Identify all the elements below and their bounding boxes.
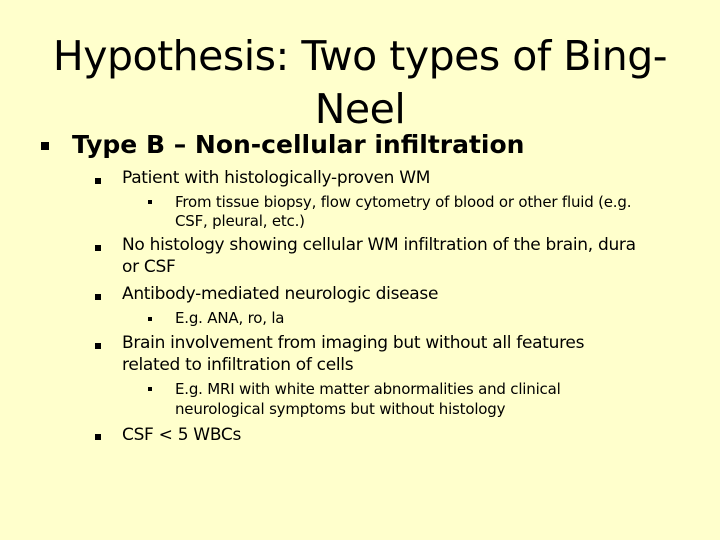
sub-item-line: E.g. ANA, ro, la bbox=[175, 309, 285, 327]
title-line-2: Neel bbox=[314, 85, 406, 133]
sub-item-line: E.g. MRI with white matter abnormalities and clinical bbox=[175, 380, 561, 398]
list-item-continuation: or CSF bbox=[122, 257, 176, 277]
bullet-square-icon bbox=[95, 178, 101, 184]
list-item: No histology showing cellular WM infiltration of the brain, dura bbox=[122, 235, 636, 255]
bullet-small-square-icon bbox=[148, 200, 152, 204]
sub-item-line: CSF, pleural, etc.) bbox=[175, 212, 305, 230]
list-item: Brain involvement from imaging but without all features bbox=[122, 333, 585, 353]
slide-title bbox=[20, 30, 700, 136]
bullet-square-icon bbox=[95, 434, 101, 440]
list-item: Antibody-mediated neurologic disease bbox=[122, 284, 439, 304]
bullet-square-icon bbox=[95, 245, 101, 251]
list-item-continuation: related to infiltration of cells bbox=[122, 355, 354, 375]
sub-item-line: neurological symptoms but without histology bbox=[175, 400, 506, 418]
sub-item-line: From tissue biopsy, flow cytometry of blood or other fluid (e.g. bbox=[175, 193, 632, 211]
list-item: CSF < 5 WBCs bbox=[122, 425, 242, 445]
bullet-small-square-icon bbox=[148, 387, 152, 391]
bullet-square-icon bbox=[95, 343, 101, 349]
bullet-square-icon bbox=[95, 294, 101, 300]
section-heading: Type B – Non-cellular infiltration bbox=[72, 130, 525, 159]
bullet-square-icon bbox=[41, 142, 49, 150]
title-line-1: Hypothesis: Two types of Bing- bbox=[52, 32, 668, 80]
bullet-small-square-icon bbox=[148, 317, 152, 321]
list-item: Patient with histologically-proven WM bbox=[122, 168, 431, 188]
